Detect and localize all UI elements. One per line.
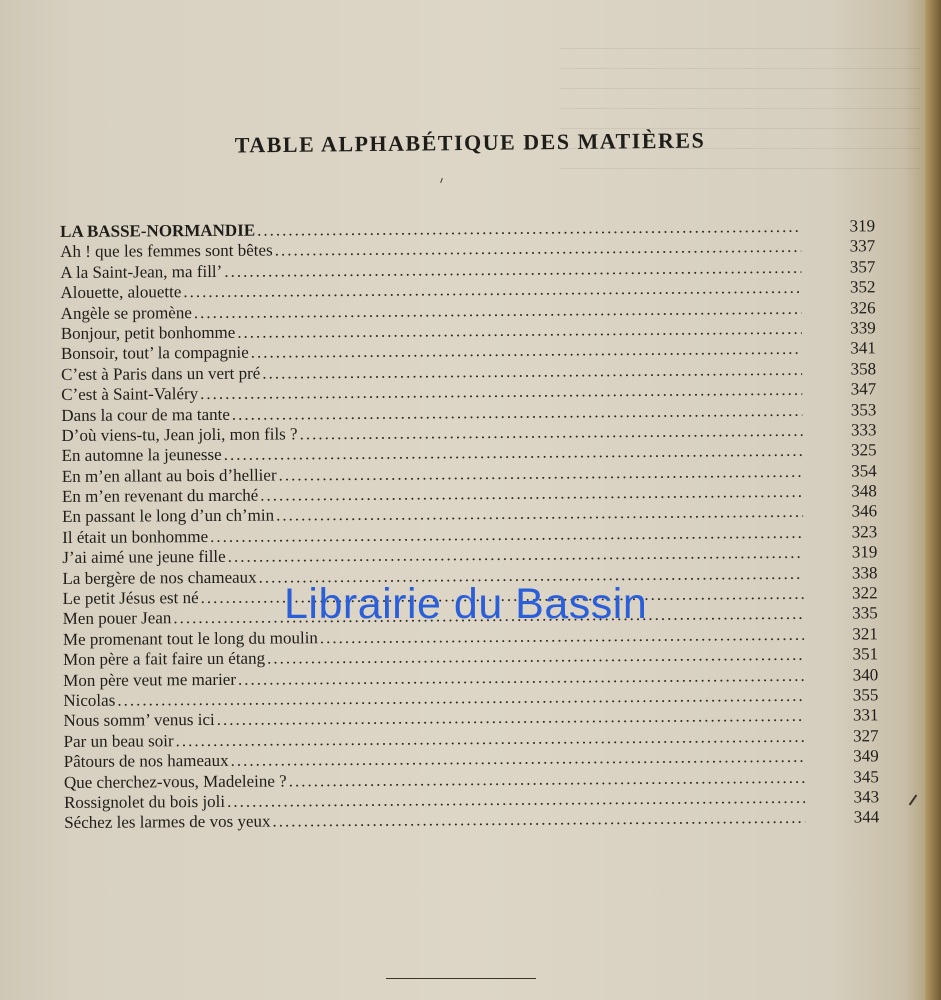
toc-entry-title: Angèle se promène	[60, 302, 192, 323]
toc-entry-title: Pâtours de nos hameaux	[63, 750, 229, 772]
show-through-text	[560, 48, 920, 188]
pencil-mark	[909, 795, 918, 806]
toc-page-number: 326	[850, 297, 876, 318]
toc-entry-title: Que cherchez-vous, Madeleine ?	[63, 770, 287, 792]
toc-page-number: 341	[850, 338, 876, 358]
toc-page-number: 338	[851, 562, 878, 583]
toc-page-number: 354	[851, 460, 877, 481]
toc-entry-title: Il était un bonhomme	[62, 526, 209, 547]
toc-page-number: 319	[849, 216, 876, 236]
toc-page-number: 337	[849, 236, 876, 256]
toc-page-number: 327	[853, 726, 879, 746]
toc-page-number: 325	[851, 440, 877, 460]
toc-page-number: 321	[852, 624, 878, 644]
toc-entry-title: C’est à Paris dans un vert pré	[60, 363, 261, 384]
toc-entry-title: Alouette, alouette	[60, 282, 182, 303]
toc-page-number: 331	[852, 705, 879, 725]
toc-page-number: 346	[851, 501, 878, 521]
toc-page-number: 319	[851, 542, 878, 562]
toc-page-number: 340	[852, 664, 879, 685]
toc-page-number: 353	[850, 399, 877, 419]
toc-entry-title: Mon père veut me marier	[63, 669, 237, 690]
toc-page-number: 347	[850, 379, 877, 399]
toc-entry-title: Nous somm’ venus ici	[63, 710, 215, 731]
footer-rule	[386, 978, 536, 979]
toc-page-number: 323	[851, 522, 878, 542]
toc-entry-title: Men pouer Jean	[62, 608, 172, 629]
toc-page-number: 351	[852, 644, 879, 664]
toc-entry-title: En m’en revenant du marché	[61, 485, 259, 507]
toc-page-number: 349	[853, 746, 879, 766]
watermark: Librairie du Bassin	[284, 580, 648, 628]
toc-page-number: 343	[853, 787, 880, 807]
toc-page-number: 322	[852, 583, 878, 603]
toc-row	[64, 808, 879, 834]
toc-page-number: 339	[850, 318, 876, 338]
toc-entry-title: J’ai aimé une jeune fille	[62, 547, 226, 568]
toc-entry-title: Bonjour, petit bonhomme	[60, 322, 236, 343]
toc-page-number: 345	[853, 766, 879, 787]
toc-entry-title: A la Saint-Jean, ma fill’	[60, 261, 223, 282]
toc-entry-title: En automne la jeunesse	[61, 445, 222, 466]
toc-entry-title: D’où viens-tu, Jean joli, mon fils ?	[61, 424, 298, 445]
toc-entry-title: Me promenant tout le long du moulin	[62, 628, 318, 649]
toc-entry-title: Le petit Jésus est né	[62, 588, 199, 609]
toc-entry-title: En passant le long d’un ch’min	[61, 505, 275, 527]
toc-page-number: 335	[852, 603, 878, 623]
toc-page-number: 348	[851, 481, 877, 501]
toc-entry-title: Séchez les larmes de vos yeux	[64, 811, 271, 833]
toc-entry-title: Ah ! que les femmes sont bêtes	[60, 240, 273, 262]
toc-entry-title: Par un beau soir	[63, 730, 174, 751]
ink-speck	[440, 178, 443, 183]
toc-page-number: 357	[849, 257, 876, 277]
table-of-contents	[60, 216, 879, 833]
toc-entry-title: Rossignolet du bois joli	[63, 791, 226, 812]
toc-entry-title: Mon père a fait faire un étang	[62, 648, 266, 670]
toc-entry-title: Bonsoir, tout’ la compagnie	[60, 343, 249, 364]
page-title: TABLE ALPHABÉTIQUE DES MATIÈRES	[234, 127, 706, 158]
toc-entry-title: En m’en allant au bois d’hellier	[61, 465, 277, 486]
toc-page-number: 355	[852, 685, 879, 705]
toc-page-number: 344	[853, 807, 880, 827]
toc-page-number: 358	[850, 359, 877, 379]
toc-entry-title: LA BASSE-NORMANDIE	[60, 220, 256, 241]
toc-page-number: 352	[849, 277, 876, 297]
page-edge	[925, 0, 941, 1000]
toc-entry-title: La bergère de nos chameaux	[62, 567, 257, 588]
toc-entry-title: Dans la cour de ma tante	[61, 404, 230, 425]
toc-page-number: 333	[850, 420, 877, 440]
toc-entry-title: C’est à Saint-Valéry	[61, 384, 199, 405]
dot-leader	[272, 808, 805, 832]
toc-entry-title: Nicolas	[63, 690, 116, 710]
